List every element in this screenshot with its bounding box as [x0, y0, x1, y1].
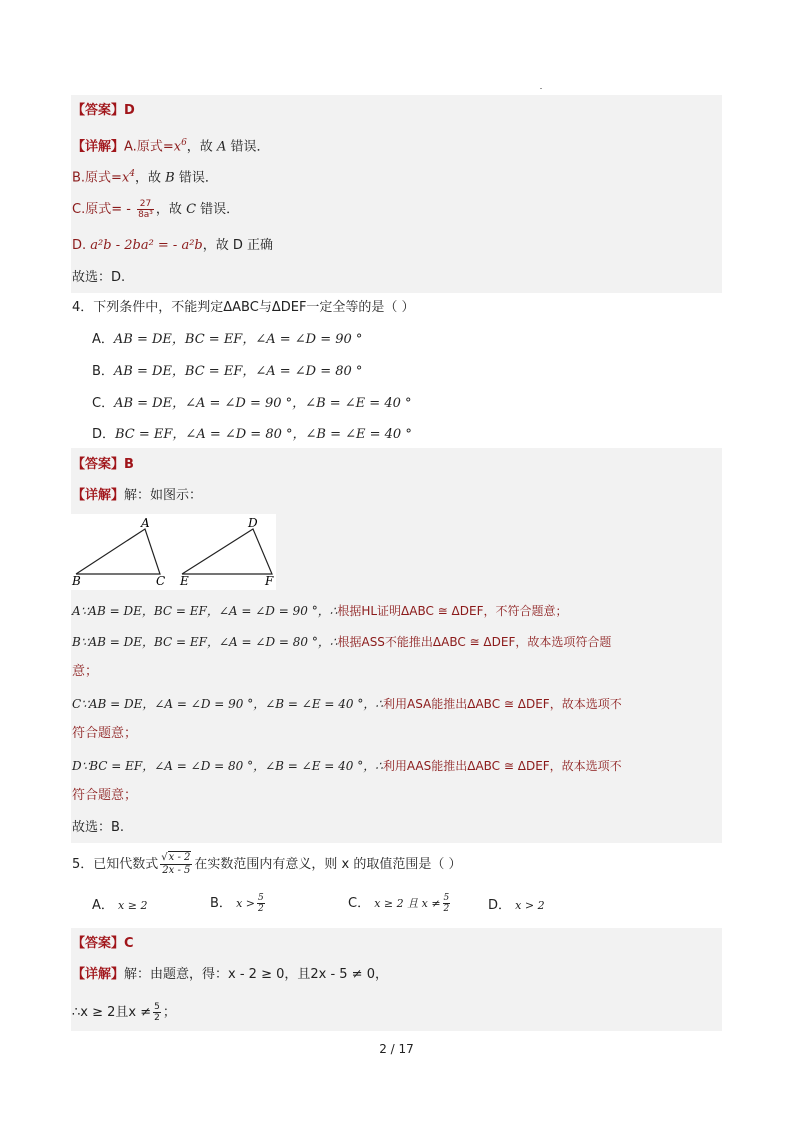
- q5-option-b: B． x > $\frac{5}{2}$: [210, 893, 264, 914]
- q5-option-a: A． x ≥ 2: [92, 898, 148, 913]
- q4-reason-d-cont: 符合题意；: [72, 788, 138, 803]
- label-b: B: [72, 574, 81, 588]
- q5-option-c: C． x ≥ 2 且 x ≠ $\frac{5}{2}$: [348, 893, 450, 914]
- q3-conclusion: 故选：D.: [72, 270, 126, 285]
- q5-stem: 5．已知代数式 $\frac{√x - 2}{2x - 5}$ 在实数范围内有意义，则 x 的取值范围是（ ）: [72, 852, 462, 876]
- q3-detail-c: C.原式= - $\frac{27}{\text{8a³}}$ ，故 C 错误．: [72, 199, 240, 220]
- q4-detail-intro: 【详解】解：如图示：: [72, 488, 203, 503]
- q4-option-b: B．AB = DE，BC = EF，∠A = ∠D = 80 °: [92, 364, 363, 379]
- label-d: D: [248, 516, 258, 530]
- answer-label: 【答案】: [72, 103, 125, 118]
- q4-reason-b: B∵AB = DE，BC = EF，∠A = ∠D = 80 °，∴根据ASS不能推出ΔABC ≅ ΔDEF，故本选项符合题: [72, 635, 612, 649]
- answer-value: D: [124, 103, 135, 118]
- label-e: E: [180, 574, 189, 588]
- q4-reason-c: C∵AB = DE，∠A = ∠D = 90 °，∠B = ∠E = 40 °，∴利用ASA能推出ΔABC ≅ ΔDEF，故本选项不: [72, 697, 622, 711]
- q4-stem: 4．下列条件中，不能判定ΔABC与ΔDEF一定全等的是（ ）: [72, 300, 415, 315]
- q3-detail-b: B.原式$=x^4$，故 B 错误．: [72, 169, 218, 186]
- scan-dot: [540, 88, 542, 89]
- q4-reason-d: D∵BC = EF，∠A = ∠D = 80 °，∠B = ∠E = 40 °，∴利用AAS能推出ΔABC ≅ ΔDEF，故本选项不: [72, 759, 622, 773]
- q5-answer-line: 【答案】C: [72, 936, 134, 951]
- q3-answer-box: [71, 95, 722, 293]
- q4-reason-a: A∵AB = DE，BC = EF，∠A = ∠D = 90 °，∴根据HL证明ΔABC ≅ ΔDEF，不符合题意；: [72, 604, 568, 618]
- q3-detail-a: 【详解】A.原式$=x^6$，故 A 错误．: [72, 138, 270, 155]
- q4-option-c: C．AB = DE，∠A = ∠D = 90 °，∠B = ∠E = 40 °: [92, 396, 412, 411]
- label-f: F: [265, 574, 274, 588]
- label-c: C: [156, 574, 166, 588]
- q5-detail-line2: ∴x ≥ 2且x ≠ $\frac{5}{2}$ ；: [72, 1002, 176, 1023]
- q4-reason-c-cont: 符合题意；: [72, 726, 138, 741]
- q3-detail-d: D. a²b - 2ba² = - a²b，故 D 正确: [72, 238, 274, 253]
- q5-detail-line1: 【详解】解：由题意，得：x - 2 ≥ 0，且2x - 5 ≠ 0，: [72, 967, 388, 982]
- radical-fraction: $\frac{√x - 2}{2x - 5}$: [161, 852, 191, 876]
- q5-option-d: D． x > 2: [488, 898, 545, 913]
- q4-conclusion: 故选：B.: [72, 820, 125, 835]
- triangles-figure: [71, 514, 276, 590]
- fraction: $\frac{27}{\text{8a³}}$: [138, 199, 153, 220]
- detail-label: 【详解】: [72, 139, 125, 155]
- q4-reason-b-cont: 意；: [72, 664, 99, 679]
- q3-answer-line: [72, 103, 135, 119]
- q4-option-a: A．AB = DE，BC = EF，∠A = ∠D = 90 °: [92, 332, 363, 347]
- q4-answer-line: 【答案】B: [72, 457, 134, 472]
- q4-option-d: D．BC = EF，∠A = ∠D = 80 °，∠B = ∠E = 40 °: [92, 427, 412, 442]
- page-number: 2 / 17: [379, 1042, 414, 1056]
- label-a: A: [141, 516, 150, 530]
